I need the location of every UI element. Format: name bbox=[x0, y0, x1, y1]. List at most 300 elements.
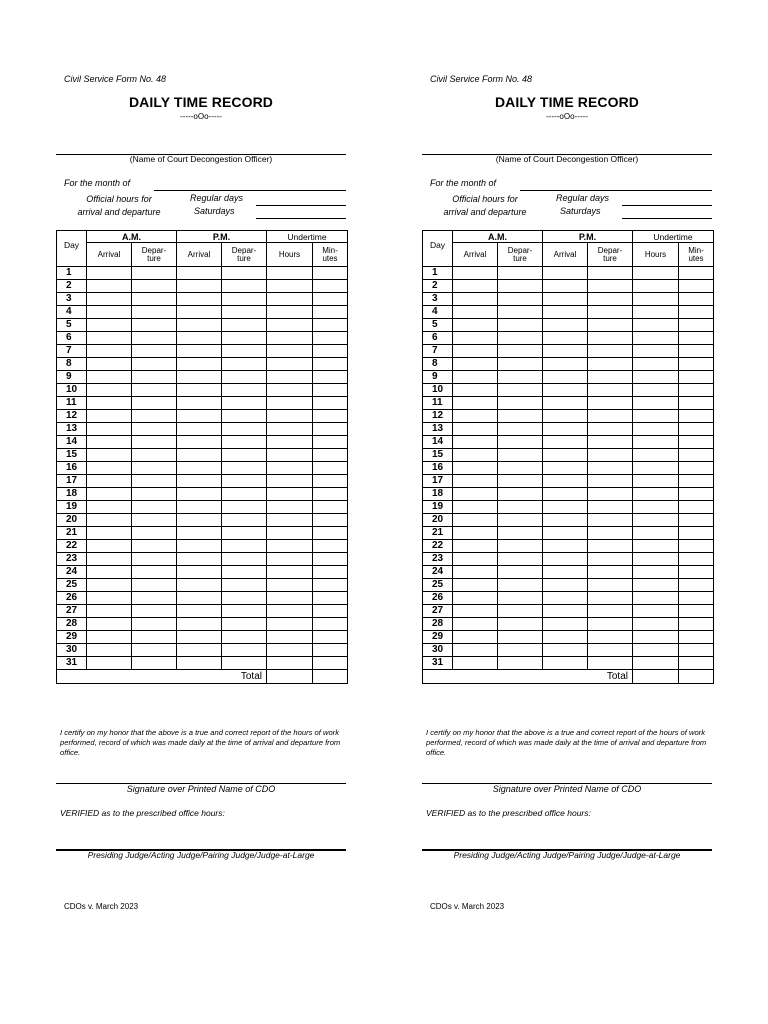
am-departure-cell[interactable] bbox=[132, 306, 177, 319]
undertime-minutes-cell[interactable] bbox=[313, 579, 348, 592]
undertime-minutes-cell[interactable] bbox=[313, 514, 348, 527]
pm-arrival-cell[interactable] bbox=[177, 644, 222, 657]
undertime-hours-cell[interactable] bbox=[267, 657, 313, 670]
undertime-minutes-cell[interactable] bbox=[313, 358, 348, 371]
am-departure-cell[interactable] bbox=[132, 527, 177, 540]
undertime-minutes-cell[interactable] bbox=[313, 371, 348, 384]
am-departure-cell[interactable] bbox=[132, 488, 177, 501]
am-arrival-cell[interactable] bbox=[87, 306, 132, 319]
undertime-minutes-cell[interactable] bbox=[313, 397, 348, 410]
am-departure-cell[interactable] bbox=[498, 501, 543, 514]
undertime-hours-cell[interactable] bbox=[267, 618, 313, 631]
undertime-hours-cell[interactable] bbox=[633, 657, 679, 670]
am-departure-cell[interactable] bbox=[498, 657, 543, 670]
undertime-hours-cell[interactable] bbox=[267, 358, 313, 371]
undertime-minutes-cell[interactable] bbox=[679, 566, 714, 579]
pm-arrival-cell[interactable] bbox=[177, 501, 222, 514]
month-line[interactable] bbox=[520, 190, 712, 191]
am-departure-cell[interactable] bbox=[132, 579, 177, 592]
pm-departure-cell[interactable] bbox=[588, 423, 633, 436]
pm-departure-cell[interactable] bbox=[222, 618, 267, 631]
undertime-hours-cell[interactable] bbox=[267, 592, 313, 605]
am-arrival-cell[interactable] bbox=[87, 605, 132, 618]
undertime-minutes-cell[interactable] bbox=[313, 475, 348, 488]
pm-departure-cell[interactable] bbox=[588, 280, 633, 293]
pm-departure-cell[interactable] bbox=[588, 592, 633, 605]
am-departure-cell[interactable] bbox=[498, 449, 543, 462]
am-departure-cell[interactable] bbox=[498, 397, 543, 410]
am-arrival-cell[interactable] bbox=[453, 605, 498, 618]
undertime-hours-cell[interactable] bbox=[267, 527, 313, 540]
pm-arrival-cell[interactable] bbox=[177, 267, 222, 280]
pm-arrival-cell[interactable] bbox=[543, 514, 588, 527]
undertime-minutes-cell[interactable] bbox=[313, 566, 348, 579]
am-arrival-cell[interactable] bbox=[87, 371, 132, 384]
pm-departure-cell[interactable] bbox=[588, 631, 633, 644]
pm-departure-cell[interactable] bbox=[222, 423, 267, 436]
pm-departure-cell[interactable] bbox=[588, 332, 633, 345]
pm-departure-cell[interactable] bbox=[222, 371, 267, 384]
pm-departure-cell[interactable] bbox=[588, 644, 633, 657]
undertime-hours-cell[interactable] bbox=[633, 592, 679, 605]
pm-arrival-cell[interactable] bbox=[543, 605, 588, 618]
am-arrival-cell[interactable] bbox=[87, 280, 132, 293]
undertime-hours-cell[interactable] bbox=[633, 475, 679, 488]
undertime-minutes-cell[interactable] bbox=[679, 540, 714, 553]
am-departure-cell[interactable] bbox=[132, 618, 177, 631]
undertime-hours-cell[interactable] bbox=[267, 267, 313, 280]
am-arrival-cell[interactable] bbox=[453, 475, 498, 488]
pm-departure-cell[interactable] bbox=[222, 319, 267, 332]
am-arrival-cell[interactable] bbox=[453, 410, 498, 423]
pm-departure-cell[interactable] bbox=[588, 397, 633, 410]
pm-departure-cell[interactable] bbox=[222, 475, 267, 488]
pm-arrival-cell[interactable] bbox=[543, 371, 588, 384]
pm-departure-cell[interactable] bbox=[588, 475, 633, 488]
undertime-hours-cell[interactable] bbox=[633, 488, 679, 501]
am-departure-cell[interactable] bbox=[498, 514, 543, 527]
pm-arrival-cell[interactable] bbox=[177, 618, 222, 631]
undertime-minutes-cell[interactable] bbox=[679, 384, 714, 397]
pm-departure-cell[interactable] bbox=[222, 280, 267, 293]
pm-arrival-cell[interactable] bbox=[177, 280, 222, 293]
am-arrival-cell[interactable] bbox=[87, 644, 132, 657]
am-arrival-cell[interactable] bbox=[453, 618, 498, 631]
pm-departure-cell[interactable] bbox=[222, 540, 267, 553]
am-departure-cell[interactable] bbox=[132, 449, 177, 462]
am-departure-cell[interactable] bbox=[132, 592, 177, 605]
undertime-hours-cell[interactable] bbox=[633, 293, 679, 306]
undertime-hours-cell[interactable] bbox=[267, 631, 313, 644]
pm-departure-cell[interactable] bbox=[222, 566, 267, 579]
pm-departure-cell[interactable] bbox=[588, 306, 633, 319]
undertime-hours-cell[interactable] bbox=[267, 293, 313, 306]
pm-arrival-cell[interactable] bbox=[543, 319, 588, 332]
undertime-hours-cell[interactable] bbox=[267, 332, 313, 345]
regular-days-line[interactable] bbox=[256, 205, 346, 206]
pm-departure-cell[interactable] bbox=[222, 410, 267, 423]
am-departure-cell[interactable] bbox=[498, 475, 543, 488]
pm-departure-cell[interactable] bbox=[222, 384, 267, 397]
undertime-hours-cell[interactable] bbox=[267, 345, 313, 358]
am-arrival-cell[interactable] bbox=[453, 488, 498, 501]
am-arrival-cell[interactable] bbox=[87, 345, 132, 358]
undertime-hours-cell[interactable] bbox=[633, 618, 679, 631]
undertime-hours-cell[interactable] bbox=[267, 566, 313, 579]
am-departure-cell[interactable] bbox=[498, 293, 543, 306]
pm-departure-cell[interactable] bbox=[588, 657, 633, 670]
pm-departure-cell[interactable] bbox=[222, 592, 267, 605]
undertime-minutes-cell[interactable] bbox=[313, 293, 348, 306]
am-departure-cell[interactable] bbox=[132, 566, 177, 579]
saturdays-line[interactable] bbox=[622, 218, 712, 219]
undertime-hours-cell[interactable] bbox=[633, 358, 679, 371]
pm-departure-cell[interactable] bbox=[588, 384, 633, 397]
am-arrival-cell[interactable] bbox=[453, 332, 498, 345]
am-arrival-cell[interactable] bbox=[453, 514, 498, 527]
pm-departure-cell[interactable] bbox=[222, 644, 267, 657]
pm-arrival-cell[interactable] bbox=[543, 644, 588, 657]
pm-arrival-cell[interactable] bbox=[543, 293, 588, 306]
undertime-hours-cell[interactable] bbox=[633, 514, 679, 527]
am-departure-cell[interactable] bbox=[498, 371, 543, 384]
am-departure-cell[interactable] bbox=[132, 657, 177, 670]
am-arrival-cell[interactable] bbox=[453, 644, 498, 657]
undertime-hours-cell[interactable] bbox=[267, 579, 313, 592]
undertime-minutes-cell[interactable] bbox=[313, 280, 348, 293]
pm-departure-cell[interactable] bbox=[588, 436, 633, 449]
am-departure-cell[interactable] bbox=[132, 514, 177, 527]
pm-departure-cell[interactable] bbox=[588, 371, 633, 384]
pm-arrival-cell[interactable] bbox=[177, 527, 222, 540]
undertime-hours-cell[interactable] bbox=[633, 267, 679, 280]
am-arrival-cell[interactable] bbox=[453, 566, 498, 579]
pm-arrival-cell[interactable] bbox=[177, 566, 222, 579]
undertime-hours-cell[interactable] bbox=[633, 449, 679, 462]
am-departure-cell[interactable] bbox=[498, 280, 543, 293]
undertime-minutes-cell[interactable] bbox=[313, 332, 348, 345]
pm-arrival-cell[interactable] bbox=[543, 657, 588, 670]
pm-departure-cell[interactable] bbox=[588, 449, 633, 462]
undertime-minutes-cell[interactable] bbox=[313, 345, 348, 358]
am-departure-cell[interactable] bbox=[132, 605, 177, 618]
pm-arrival-cell[interactable] bbox=[177, 553, 222, 566]
am-departure-cell[interactable] bbox=[498, 306, 543, 319]
am-departure-cell[interactable] bbox=[498, 436, 543, 449]
am-arrival-cell[interactable] bbox=[453, 579, 498, 592]
undertime-hours-cell[interactable] bbox=[633, 501, 679, 514]
pm-departure-cell[interactable] bbox=[222, 553, 267, 566]
undertime-minutes-cell[interactable] bbox=[313, 306, 348, 319]
pm-arrival-cell[interactable] bbox=[543, 592, 588, 605]
undertime-hours-cell[interactable] bbox=[267, 384, 313, 397]
am-departure-cell[interactable] bbox=[132, 384, 177, 397]
am-arrival-cell[interactable] bbox=[453, 436, 498, 449]
am-departure-cell[interactable] bbox=[132, 475, 177, 488]
undertime-hours-cell[interactable] bbox=[633, 436, 679, 449]
am-departure-cell[interactable] bbox=[498, 605, 543, 618]
undertime-hours-cell[interactable] bbox=[267, 423, 313, 436]
undertime-hours-cell[interactable] bbox=[633, 462, 679, 475]
pm-departure-cell[interactable] bbox=[588, 345, 633, 358]
am-departure-cell[interactable] bbox=[498, 579, 543, 592]
pm-arrival-cell[interactable] bbox=[177, 449, 222, 462]
undertime-minutes-cell[interactable] bbox=[679, 514, 714, 527]
am-departure-cell[interactable] bbox=[498, 553, 543, 566]
pm-departure-cell[interactable] bbox=[222, 449, 267, 462]
am-departure-cell[interactable] bbox=[498, 267, 543, 280]
am-arrival-cell[interactable] bbox=[453, 540, 498, 553]
undertime-minutes-cell[interactable] bbox=[313, 410, 348, 423]
pm-arrival-cell[interactable] bbox=[543, 410, 588, 423]
undertime-minutes-cell[interactable] bbox=[313, 501, 348, 514]
pm-departure-cell[interactable] bbox=[588, 618, 633, 631]
am-arrival-cell[interactable] bbox=[87, 358, 132, 371]
undertime-hours-cell[interactable] bbox=[633, 397, 679, 410]
saturdays-line[interactable] bbox=[256, 218, 346, 219]
pm-arrival-cell[interactable] bbox=[543, 579, 588, 592]
pm-departure-cell[interactable] bbox=[222, 306, 267, 319]
am-departure-cell[interactable] bbox=[498, 462, 543, 475]
am-departure-cell[interactable] bbox=[498, 592, 543, 605]
undertime-hours-cell[interactable] bbox=[267, 501, 313, 514]
pm-arrival-cell[interactable] bbox=[177, 332, 222, 345]
undertime-hours-cell[interactable] bbox=[267, 397, 313, 410]
undertime-hours-cell[interactable] bbox=[633, 332, 679, 345]
undertime-hours-cell[interactable] bbox=[633, 605, 679, 618]
pm-arrival-cell[interactable] bbox=[177, 579, 222, 592]
am-arrival-cell[interactable] bbox=[87, 436, 132, 449]
pm-arrival-cell[interactable] bbox=[177, 293, 222, 306]
undertime-minutes-cell[interactable] bbox=[313, 423, 348, 436]
undertime-minutes-cell[interactable] bbox=[679, 618, 714, 631]
am-arrival-cell[interactable] bbox=[453, 657, 498, 670]
undertime-hours-cell[interactable] bbox=[633, 540, 679, 553]
am-arrival-cell[interactable] bbox=[453, 553, 498, 566]
am-departure-cell[interactable] bbox=[132, 423, 177, 436]
am-arrival-cell[interactable] bbox=[453, 306, 498, 319]
am-arrival-cell[interactable] bbox=[87, 579, 132, 592]
am-departure-cell[interactable] bbox=[132, 293, 177, 306]
pm-departure-cell[interactable] bbox=[222, 358, 267, 371]
undertime-hours-cell[interactable] bbox=[267, 553, 313, 566]
am-departure-cell[interactable] bbox=[132, 644, 177, 657]
undertime-minutes-cell[interactable] bbox=[679, 501, 714, 514]
am-arrival-cell[interactable] bbox=[453, 345, 498, 358]
pm-departure-cell[interactable] bbox=[222, 514, 267, 527]
pm-arrival-cell[interactable] bbox=[177, 540, 222, 553]
pm-departure-cell[interactable] bbox=[588, 501, 633, 514]
am-departure-cell[interactable] bbox=[132, 319, 177, 332]
undertime-minutes-cell[interactable] bbox=[313, 553, 348, 566]
pm-arrival-cell[interactable] bbox=[543, 306, 588, 319]
undertime-hours-cell[interactable] bbox=[633, 631, 679, 644]
pm-arrival-cell[interactable] bbox=[177, 462, 222, 475]
am-arrival-cell[interactable] bbox=[87, 475, 132, 488]
pm-arrival-cell[interactable] bbox=[177, 319, 222, 332]
pm-arrival-cell[interactable] bbox=[177, 423, 222, 436]
am-arrival-cell[interactable] bbox=[87, 527, 132, 540]
undertime-minutes-cell[interactable] bbox=[679, 462, 714, 475]
pm-arrival-cell[interactable] bbox=[543, 618, 588, 631]
undertime-hours-cell[interactable] bbox=[267, 540, 313, 553]
am-arrival-cell[interactable] bbox=[453, 631, 498, 644]
am-arrival-cell[interactable] bbox=[87, 423, 132, 436]
undertime-hours-cell[interactable] bbox=[267, 605, 313, 618]
undertime-hours-cell[interactable] bbox=[267, 306, 313, 319]
undertime-minutes-cell[interactable] bbox=[679, 332, 714, 345]
am-arrival-cell[interactable] bbox=[453, 293, 498, 306]
pm-departure-cell[interactable] bbox=[588, 540, 633, 553]
am-departure-cell[interactable] bbox=[132, 332, 177, 345]
pm-arrival-cell[interactable] bbox=[177, 436, 222, 449]
pm-departure-cell[interactable] bbox=[588, 553, 633, 566]
undertime-minutes-cell[interactable] bbox=[313, 319, 348, 332]
regular-days-line[interactable] bbox=[622, 205, 712, 206]
pm-arrival-cell[interactable] bbox=[543, 566, 588, 579]
undertime-minutes-cell[interactable] bbox=[679, 345, 714, 358]
pm-arrival-cell[interactable] bbox=[177, 397, 222, 410]
undertime-minutes-cell[interactable] bbox=[679, 319, 714, 332]
pm-arrival-cell[interactable] bbox=[543, 631, 588, 644]
undertime-minutes-cell[interactable] bbox=[679, 488, 714, 501]
undertime-minutes-cell[interactable] bbox=[313, 384, 348, 397]
pm-departure-cell[interactable] bbox=[222, 436, 267, 449]
am-arrival-cell[interactable] bbox=[87, 488, 132, 501]
pm-arrival-cell[interactable] bbox=[543, 462, 588, 475]
am-arrival-cell[interactable] bbox=[87, 657, 132, 670]
undertime-minutes-cell[interactable] bbox=[679, 592, 714, 605]
undertime-hours-cell[interactable] bbox=[633, 371, 679, 384]
am-departure-cell[interactable] bbox=[498, 332, 543, 345]
undertime-minutes-cell[interactable] bbox=[679, 410, 714, 423]
am-arrival-cell[interactable] bbox=[453, 592, 498, 605]
am-departure-cell[interactable] bbox=[132, 501, 177, 514]
am-arrival-cell[interactable] bbox=[87, 384, 132, 397]
undertime-hours-cell[interactable] bbox=[633, 579, 679, 592]
pm-arrival-cell[interactable] bbox=[543, 449, 588, 462]
undertime-hours-cell[interactable] bbox=[633, 644, 679, 657]
undertime-hours-cell[interactable] bbox=[633, 280, 679, 293]
am-departure-cell[interactable] bbox=[498, 423, 543, 436]
undertime-hours-cell[interactable] bbox=[267, 514, 313, 527]
pm-arrival-cell[interactable] bbox=[177, 371, 222, 384]
pm-departure-cell[interactable] bbox=[588, 488, 633, 501]
undertime-minutes-cell[interactable] bbox=[679, 267, 714, 280]
undertime-hours-cell[interactable] bbox=[633, 306, 679, 319]
undertime-minutes-cell[interactable] bbox=[313, 462, 348, 475]
pm-departure-cell[interactable] bbox=[222, 631, 267, 644]
pm-departure-cell[interactable] bbox=[222, 605, 267, 618]
undertime-hours-cell[interactable] bbox=[633, 319, 679, 332]
pm-departure-cell[interactable] bbox=[222, 345, 267, 358]
undertime-minutes-cell[interactable] bbox=[679, 358, 714, 371]
am-departure-cell[interactable] bbox=[498, 345, 543, 358]
undertime-minutes-cell[interactable] bbox=[679, 449, 714, 462]
pm-arrival-cell[interactable] bbox=[177, 631, 222, 644]
undertime-hours-cell[interactable] bbox=[633, 384, 679, 397]
pm-departure-cell[interactable] bbox=[222, 332, 267, 345]
pm-arrival-cell[interactable] bbox=[177, 605, 222, 618]
undertime-minutes-cell[interactable] bbox=[313, 592, 348, 605]
pm-arrival-cell[interactable] bbox=[543, 280, 588, 293]
pm-departure-cell[interactable] bbox=[222, 293, 267, 306]
undertime-hours-cell[interactable] bbox=[267, 371, 313, 384]
am-arrival-cell[interactable] bbox=[87, 592, 132, 605]
am-arrival-cell[interactable] bbox=[87, 397, 132, 410]
undertime-hours-cell[interactable] bbox=[267, 410, 313, 423]
pm-departure-cell[interactable] bbox=[222, 527, 267, 540]
am-arrival-cell[interactable] bbox=[87, 566, 132, 579]
pm-departure-cell[interactable] bbox=[588, 267, 633, 280]
am-departure-cell[interactable] bbox=[498, 618, 543, 631]
am-departure-cell[interactable] bbox=[498, 540, 543, 553]
am-arrival-cell[interactable] bbox=[453, 280, 498, 293]
am-departure-cell[interactable] bbox=[498, 410, 543, 423]
am-departure-cell[interactable] bbox=[132, 631, 177, 644]
am-arrival-cell[interactable] bbox=[453, 449, 498, 462]
undertime-minutes-cell[interactable] bbox=[679, 293, 714, 306]
undertime-minutes-cell[interactable] bbox=[679, 280, 714, 293]
pm-departure-cell[interactable] bbox=[588, 293, 633, 306]
am-departure-cell[interactable] bbox=[132, 410, 177, 423]
am-departure-cell[interactable] bbox=[132, 553, 177, 566]
pm-arrival-cell[interactable] bbox=[543, 397, 588, 410]
pm-departure-cell[interactable] bbox=[588, 462, 633, 475]
pm-arrival-cell[interactable] bbox=[543, 345, 588, 358]
month-line[interactable] bbox=[154, 190, 346, 191]
am-arrival-cell[interactable] bbox=[453, 267, 498, 280]
undertime-hours-cell[interactable] bbox=[267, 462, 313, 475]
am-arrival-cell[interactable] bbox=[87, 449, 132, 462]
undertime-minutes-cell[interactable] bbox=[679, 423, 714, 436]
am-arrival-cell[interactable] bbox=[87, 267, 132, 280]
total-minutes-cell[interactable] bbox=[679, 670, 714, 684]
am-departure-cell[interactable] bbox=[132, 462, 177, 475]
undertime-minutes-cell[interactable] bbox=[313, 527, 348, 540]
undertime-minutes-cell[interactable] bbox=[313, 436, 348, 449]
am-departure-cell[interactable] bbox=[498, 631, 543, 644]
am-departure-cell[interactable] bbox=[132, 345, 177, 358]
undertime-minutes-cell[interactable] bbox=[679, 579, 714, 592]
am-departure-cell[interactable] bbox=[498, 384, 543, 397]
pm-departure-cell[interactable] bbox=[222, 657, 267, 670]
pm-arrival-cell[interactable] bbox=[177, 488, 222, 501]
am-arrival-cell[interactable] bbox=[87, 618, 132, 631]
am-departure-cell[interactable] bbox=[132, 397, 177, 410]
am-departure-cell[interactable] bbox=[498, 644, 543, 657]
undertime-minutes-cell[interactable] bbox=[679, 371, 714, 384]
undertime-hours-cell[interactable] bbox=[267, 475, 313, 488]
pm-departure-cell[interactable] bbox=[222, 397, 267, 410]
pm-departure-cell[interactable] bbox=[222, 462, 267, 475]
am-departure-cell[interactable] bbox=[132, 436, 177, 449]
undertime-minutes-cell[interactable] bbox=[679, 475, 714, 488]
pm-arrival-cell[interactable] bbox=[543, 475, 588, 488]
am-arrival-cell[interactable] bbox=[87, 332, 132, 345]
undertime-minutes-cell[interactable] bbox=[313, 631, 348, 644]
am-departure-cell[interactable] bbox=[498, 488, 543, 501]
pm-departure-cell[interactable] bbox=[588, 358, 633, 371]
undertime-hours-cell[interactable] bbox=[267, 319, 313, 332]
am-arrival-cell[interactable] bbox=[87, 514, 132, 527]
pm-arrival-cell[interactable] bbox=[543, 358, 588, 371]
total-hours-cell[interactable] bbox=[267, 670, 313, 684]
pm-arrival-cell[interactable] bbox=[543, 540, 588, 553]
am-arrival-cell[interactable] bbox=[453, 527, 498, 540]
undertime-minutes-cell[interactable] bbox=[313, 618, 348, 631]
am-departure-cell[interactable] bbox=[132, 280, 177, 293]
